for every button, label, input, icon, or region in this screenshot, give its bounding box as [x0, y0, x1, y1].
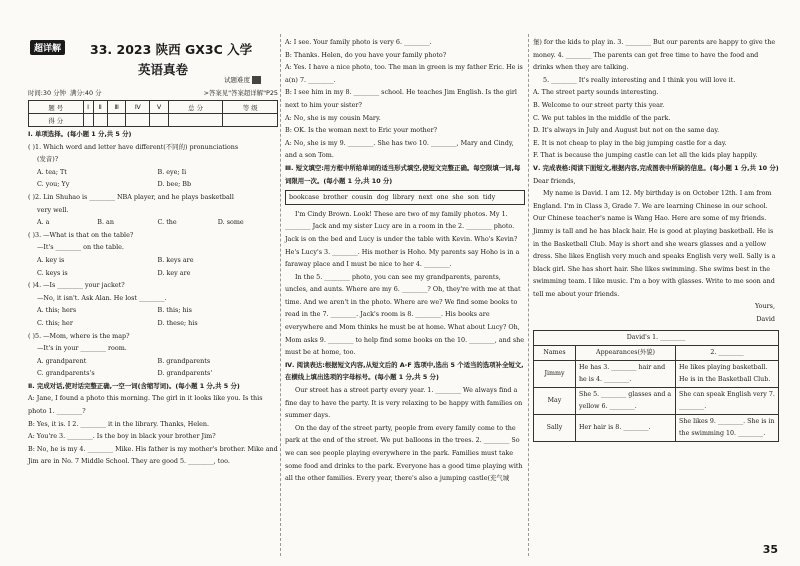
text-line: E. It is not cheap to play in the big jumping castle for a day. [533, 138, 727, 147]
score-header-cell: Ⅲ [107, 101, 126, 114]
answer-options [28, 267, 278, 280]
word-box: bookcase brother cousin dog library next one she son tidy [285, 190, 525, 205]
answer-options [28, 317, 278, 330]
option-b[interactable]: B. grandparents [157, 356, 211, 365]
paragraph: Our street has a street party every year. 1. ________ We always find a fine day to have the party. It is very relaxing to be happy with families on summer days. [285, 386, 523, 420]
answer-options [28, 367, 278, 380]
text-line: A: Jane, I found a photo this morning. The girl in it looks like you. Is this photo 1. ________? [28, 394, 263, 416]
section-heading: Ⅴ. 完成表格:阅读下面短文,根据内容,完成图表中所缺的信息。(每小题 1 分,共 10 分) [533, 163, 779, 172]
text-line: A. The street party sounds interesting. [533, 88, 659, 97]
option-a[interactable]: A. this; hers [37, 306, 77, 315]
text-line: D. It's always in July and August but not on the same day. [533, 126, 720, 135]
score-header-cell: 总 分 [168, 101, 223, 114]
paragraph: 5. ________ It's really interesting and I think you will love it. [543, 75, 736, 84]
text-line: 堡) for the kids to play in. 3. ________ But our parents are happy to give the money. 4. ________ The parents can get free time to have the food and drinks when they are talking. [533, 38, 776, 72]
text-line: B: Thanks. Helen, do you have your family photo? [285, 50, 447, 59]
score-label-cell: 得 分 [29, 114, 84, 127]
appearance-cell: He has 3. ________ hair and he is 4. ________. [576, 360, 676, 387]
option-b[interactable]: D. these; his [157, 318, 198, 327]
question-line: —It's ________ on the table. [37, 243, 124, 252]
info-cell: She likes 9. ________. She is in the swimming 10. ________. [676, 414, 779, 441]
option-a[interactable]: C. grandparents's [37, 369, 95, 378]
answer-options [28, 355, 278, 368]
question: ( )3. —What is that on the table? [28, 230, 134, 239]
table-header-cell: Appearances(外貌) [576, 345, 676, 360]
table-caption: David's 1. ________ [534, 330, 779, 345]
answer-reference: >答案见"答案超详解"P25 [203, 89, 278, 97]
score-input-cell[interactable] [126, 114, 150, 127]
text-line: B: OK. Is the woman next to Eric your mother? [285, 126, 438, 135]
appearance-cell: Her hair is 8. ________. [576, 414, 676, 441]
page-number: 35 [762, 543, 778, 556]
option-a[interactable]: C. this; her [37, 318, 73, 327]
section-heading: Ⅳ. 阅读表达:根据短文内容,从短文后的 A-F 选项中,选出 5 个适当的选项补全短文,在横线上填出选项的字母标号。(每小题 1 分,共 5 分) [285, 360, 524, 382]
score-header-cell: Ⅱ [93, 101, 107, 114]
text-line: F. That is because the jumping castle can let all the kids play happily. [533, 151, 758, 160]
text-line: B. Welcome to our street party this year. [533, 100, 665, 109]
score-header-cell: 等 级 [223, 101, 278, 114]
difficulty-icon [252, 76, 261, 84]
option-b[interactable]: D. grandparents' [157, 369, 213, 378]
column-3 [533, 36, 779, 442]
difficulty-label: 试题难度 [224, 75, 261, 84]
text-line: A: You're 3. ________. Is the boy in black your brother Jim? [28, 432, 216, 441]
friend-name-cell: Jimmy [534, 360, 576, 387]
text-line: B: Yes, it is. I 2. ________ it in the library. Thanks, Helen. [28, 419, 210, 428]
answer-options [28, 178, 278, 191]
answer-options [28, 216, 278, 229]
column-1 [28, 128, 278, 468]
text-line: A: No, she is my cousin Mary. [285, 113, 381, 122]
table-header-cell: 2. ________ [676, 345, 779, 360]
section-heading: Ⅲ. 短文填空:用方框中所给单词的适当形式填空,使短文完整正确。每空限填一词,每词限用一次。(每小题 1 分,共 10 分) [285, 163, 521, 185]
text-line: A: Yes. I have a nice photo, too. The man in green is my father Eric. He is a(n) 7. ________. [285, 63, 523, 84]
appearance-cell: She 5. ________ glasses and a yellow 6. ________. [576, 387, 676, 414]
score-header-cell: Ⅳ [126, 101, 150, 114]
answer-options [28, 166, 278, 179]
option-a[interactable]: C. keys is [37, 268, 68, 277]
score-header-cell: 题 号 [29, 101, 84, 114]
option-b[interactable]: B. an [97, 218, 114, 227]
question: ( )4. —Is ________ your jacket? [28, 281, 125, 290]
question: ( )2. Lin Shuhao is ________ NBA player, and he plays basketball [28, 192, 234, 201]
question-line: —It's in your ________ room. [37, 344, 127, 353]
section-heading: Ⅰ. 单项选择。(每小题 1 分,共 5 分) [28, 130, 132, 138]
option-a[interactable]: C. you; Yy [37, 180, 70, 189]
score-header-cell: Ⅴ [150, 101, 169, 114]
option-b[interactable]: B. this; his [157, 306, 192, 315]
option-b[interactable]: B. keys are [157, 255, 194, 264]
answer-options [28, 304, 278, 317]
paragraph: My name is David. I am 12. My birthday is on October 12th. I am from England. I'm in Class 3, Grade 7. We are learning Chinese in our school. Our Chinese teacher's name is Wang Hao. Here are some of my friends. Jimmy is tall and he has black hair. He is good at playing basketball. He is in the Basketball Club. May is short and she wears glasses and a yellow dress. She likes English very much and speaks English very well. Sally is a black girl. She has short hair. She likes swimming. She swims best in the swimming team. I like music. I'm a boy with glasses. Write to me soon and tell me about your friends. [533, 189, 776, 298]
friend-name-cell: May [534, 387, 576, 414]
score-input-cell[interactable] [168, 114, 223, 127]
paragraph: I'm Cindy Brown. Look! These are two of my family photos. My 1. ________ Jack and my sister Lucy are in a room in the 2. ________ photo. Jack is on the bed and Lucy is under the table with Kevin. Who's Kevin? He's Lucy's 3. ________. His mother is Hoho. My parents say Hoho is in a faraway place and I must be nice to her 4. ________. [285, 209, 520, 269]
question-line: very well. [37, 205, 69, 214]
column-divider [280, 34, 281, 556]
score-input-cell[interactable] [223, 114, 278, 127]
section-heading: Ⅱ. 完成对话,使对话完整正确,一空一词(含缩写词)。(每小题 1 分,共 5 分) [28, 381, 240, 390]
table-row [534, 387, 779, 414]
text-line: A: No, she is my 9. ________. She has two 10. ________, Mary and Cindy, and a son Tom. [285, 138, 514, 160]
time-limit: 时间:30 分钟 [28, 89, 66, 97]
friend-name-cell: Sally [534, 414, 576, 441]
table-header-cell: Names [534, 345, 576, 360]
signature-line: David [756, 315, 775, 324]
answer-table [533, 330, 779, 442]
score-header-cell: Ⅰ [83, 101, 93, 114]
exam-meta [28, 88, 278, 97]
table-row [534, 360, 779, 387]
option-a[interactable]: A. tea; Tt [37, 167, 67, 176]
text-line: C. We put tables in the middle of the park. [533, 113, 671, 122]
exam-subtitle: 英语真卷 [138, 62, 189, 77]
question-line: (发音)? [37, 155, 59, 164]
score-input-cell[interactable] [93, 114, 107, 127]
question: ( )5. —Mom, where is the map? [28, 331, 130, 340]
info-cell: She can speak English very 7. ________. [676, 387, 779, 414]
option-d[interactable]: D. some [217, 218, 244, 227]
option-b[interactable]: B. eye; Ii [157, 167, 187, 176]
column-2 [285, 36, 525, 485]
info-cell: He likes playing basketball. He is in the Basketball Club. [676, 360, 779, 387]
full-score: 满分:40 分 [69, 89, 102, 97]
question-line: —No, it isn't. Ask Alan. He lost ________. [37, 293, 167, 302]
option-b[interactable]: D. bee; Bb [157, 180, 192, 189]
text-line: B: No, he is my 4. ________ Mike. His father is my mother's brother. Mike and Jim are in No. 7 Middle School. They are good 5. ________, too. [28, 444, 278, 466]
signature-line: Yours, [755, 302, 775, 311]
score-input-cell[interactable] [83, 114, 93, 127]
text-line: A: I see. Your family photo is very 6. ________. [285, 38, 432, 46]
question: ( )1. Which word and letter have different(不同的) pronunciations [28, 142, 239, 151]
score-input-cell[interactable] [107, 114, 126, 127]
option-c[interactable]: C. the [157, 218, 177, 227]
score-input-cell[interactable] [150, 114, 169, 127]
column-divider [528, 34, 529, 556]
text-line: B: I see him in my 8. ________ school. He teaches Jim English. Is the girl next to him your sister? [285, 88, 517, 109]
paragraph: On the day of the street party, people from every family come to the park at the end of the street. We put balloons in the trees. 2. ________ So we can see people playing everywhere in the park. Families must take some food and drinks to the park. Everyone has a good time playing with all the other families. Every year, there's also a jumping castle(充气城 [285, 423, 523, 483]
text-line: Dear friends, [533, 176, 576, 185]
option-a[interactable]: A. a [37, 218, 50, 227]
option-b[interactable]: D. key are [157, 268, 191, 277]
answer-options [28, 254, 278, 267]
score-table [28, 100, 278, 127]
table-row [534, 414, 779, 441]
paragraph: In the 5. ________ photo, you can see my grandparents, parents, uncles, and aunts. Where are my 6. ________? Oh, they're with me at that time. And we aren't in the photo. Where are we? We find some books to read in the 7. ________. Jack's room is 8. ________. His books are everywhere and Mom thinks he must be at home. What about Lucy? Oh, Mom asks 9. ________ to help find some books on the 10. ________, and she must be at home, too. [285, 272, 524, 357]
exam-title: 33. 2023 陕西 GX3C 入学 [90, 42, 253, 57]
option-a[interactable]: A. grandparent [37, 356, 87, 365]
option-a[interactable]: A. key is [37, 255, 65, 264]
detail-badge: 超详解 [30, 40, 65, 55]
